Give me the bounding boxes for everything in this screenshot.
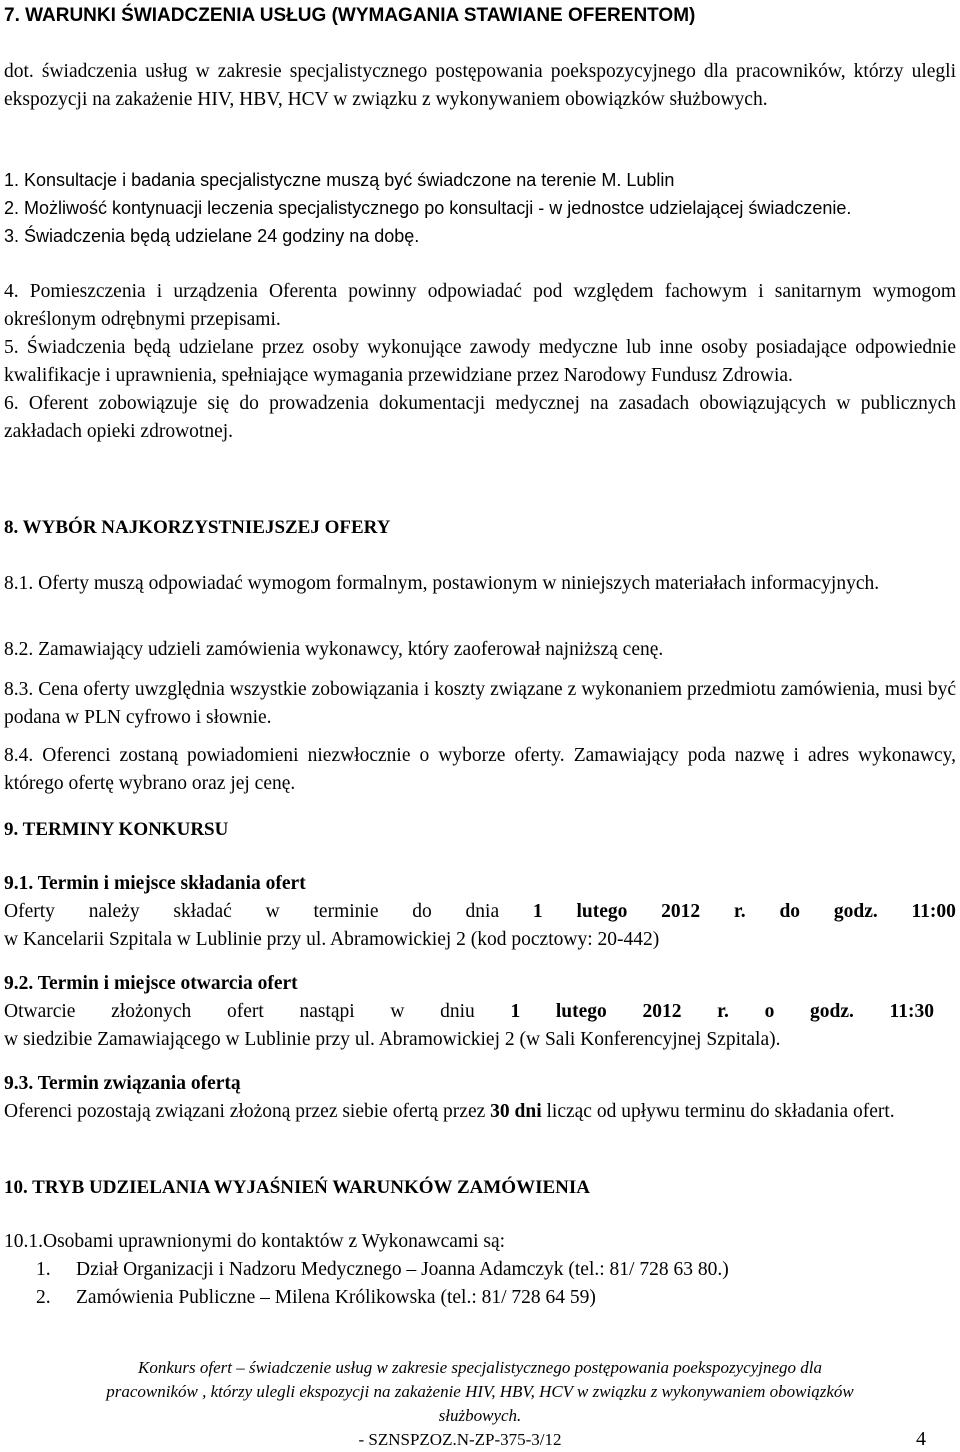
document-reference: - SZNSPZOZ.N-ZP-375-3/12 <box>358 1430 562 1449</box>
section-7-intro: dot. świadczenia usług w zakresie specjalistycznego postępowania poekspozycyjnego dla pracowników, którzy ulegli ekspozycji na zakażenie HIV, HBV, HCV w związku z wykonywaniem obowiązków służbowych. <box>4 61 956 110</box>
opening-time: 11:30 <box>889 1001 934 1022</box>
word: terminie <box>313 901 379 922</box>
contact-list <box>4 1256 956 1312</box>
deadline-month: lutego <box>576 901 628 922</box>
word: godz. <box>833 901 878 922</box>
page-footer <box>0 1356 960 1452</box>
opening-place: w siedzibie Zamawiającego w Lublinie przy ul. Abramowickiej 2 (w Sali Konferencyjnej Szpitala). <box>4 1029 781 1050</box>
subsection-title: 9.1. Termin i miejsce składania ofert <box>4 873 306 894</box>
footer-line: Konkurs ofert – świadczenie usług w zakresie specjalistycznego postępowania poekspozycyjnego dla <box>138 1358 822 1377</box>
word: należy <box>88 901 140 922</box>
section-9-3 <box>4 1070 956 1126</box>
list-number: 1. <box>36 1259 51 1280</box>
opening-month: lutego <box>555 1001 607 1022</box>
section-9-heading: 9. TERMINY KONKURSU <box>4 819 229 840</box>
footer-line: pracowników , którzy ulegli ekspozycji na zakażenie HIV, HBV, HCV w związku z wykonywaniem obowiązków <box>106 1382 854 1401</box>
opening-year: 2012 <box>642 1001 682 1022</box>
word: r. <box>733 901 746 922</box>
list-item <box>4 1284 956 1312</box>
binding-period-text <box>4 1098 956 1126</box>
word: Oferty <box>4 901 55 922</box>
binding-days: 30 dni <box>490 1101 542 1122</box>
word: w <box>265 901 280 922</box>
section-8-item-3: 8.3. Cena oferty uwzględnia wszystkie zobowiązania i koszty związane z wykonaniem przedmiotu zamówienia, musi być podana w PLN cyfrowo i słownie. <box>4 679 956 728</box>
word: do <box>412 901 432 922</box>
section-8-item-1: 8.1. Oferty muszą odpowiadać wymogom formalnym, postawionym w niniejszych materiałach informacyjnych. <box>4 573 880 594</box>
section-7-list-cont <box>4 278 956 446</box>
section-9-2 <box>4 970 956 1054</box>
section-10-intro: 10.1.Osobami uprawnionymi do kontaktów z Wykonawcami są: <box>4 1231 506 1252</box>
list-item: 5. Świadczenia będą udzielane przez osoby wykonujące zawody medyczne lub inne osoby posiadające odpowiednie kwalifikacje i uprawnienia, spełniające wymagania przewidziane przez Narodowy Fundusz Zdrowia. <box>4 337 956 386</box>
deadline-day: 1 <box>532 901 543 922</box>
section-7-list <box>4 166 956 250</box>
list-item: 3. Świadczenia będą udzielane 24 godziny na dobę. <box>4 226 420 246</box>
submission-place: w Kancelarii Szpitala w Lublinie przy ul. Abramowickiej 2 (kod pocztowy: 20-442) <box>4 929 660 950</box>
contact-text: Zamówienia Publiczne – Milena Królikowska (tel.: 81/ 728 64 59) <box>76 1287 596 1308</box>
contact-text: Dział Organizacji i Nadzoru Medycznego – Joanna Adamczyk (tel.: 81/ 728 63 80.) <box>76 1259 729 1280</box>
word: do <box>779 901 801 922</box>
word: w <box>390 1001 405 1022</box>
word: dnia <box>465 901 500 922</box>
section-9-1 <box>4 870 956 954</box>
word: godz. <box>809 1001 854 1022</box>
list-number: 2. <box>36 1287 51 1308</box>
word: złożonych <box>111 1001 192 1022</box>
word: Otwarcie <box>4 1001 76 1022</box>
section-10-heading: 10. TRYB UDZIELANIA WYJAŚNIEŃ WARUNKÓW ZAMÓWIENIA <box>4 1177 590 1198</box>
subsection-title: 9.3. Termin związania ofertą <box>4 1073 241 1094</box>
text-span: Oferenci pozostają związani złożoną przez siebie ofertą przez <box>4 1101 491 1122</box>
page-number: 4 <box>916 1428 926 1450</box>
submission-deadline-line <box>4 898 956 926</box>
word: o <box>764 1001 775 1022</box>
word: składać <box>173 901 232 922</box>
section-8-item-2: 8.2. Zamawiający udzieli zamówienia wykonawcy, który zaoferował najniższą cenę. <box>4 639 664 660</box>
footer-line: służbowych. <box>438 1406 522 1425</box>
list-item: 4. Pomieszczenia i urządzenia Oferenta powinny odpowiadać pod względem fachowym i sanitarnym wymogom określonym odrębnymi przepisami. <box>4 281 956 330</box>
subsection-title: 9.2. Termin i miejsce otwarcia ofert <box>4 973 298 994</box>
list-item: 6. Oferent zobowiązuje się do prowadzenia dokumentacji medycznej na zasadach obowiązujących w publicznych zakładach opieki zdrowotnej. <box>4 393 956 442</box>
opening-day: 1 <box>510 1001 521 1022</box>
word: r. <box>717 1001 729 1022</box>
text-span: licząc od upływu terminu do składania ofert. <box>541 1101 895 1122</box>
section-8-heading: 8. WYBÓR NAJKORZYSTNIEJSZEJ OFERY <box>4 517 391 538</box>
section-8-item-4: 8.4. Oferenci zostaną powiadomieni niezwłocznie o wyborze oferty. Zamawiający poda nazwę i adres wykonawcy, którego ofertę wybrano oraz jej cenę. <box>4 745 956 794</box>
deadline-time: 11:00 <box>911 901 956 922</box>
section-7-heading: 7. WARUNKI ŚWIADCZENIA USŁUG (WYMAGANIA STAWIANE OFERENTOM) <box>4 5 696 26</box>
word: dniu <box>440 1001 475 1022</box>
list-item: 1. Konsultacje i badania specjalistyczne muszą być świadczone na terenie M. Lublin <box>4 170 675 190</box>
deadline-year: 2012 <box>661 901 701 922</box>
list-item: 2. Możliwość kontynuacji leczenia specjalistycznego po konsultacji - w jednostce udzielającej świadczenie. <box>4 198 852 218</box>
opening-line <box>4 998 956 1026</box>
word: nastąpi <box>299 1001 355 1022</box>
list-item <box>4 1256 956 1284</box>
word: ofert <box>226 1001 264 1022</box>
